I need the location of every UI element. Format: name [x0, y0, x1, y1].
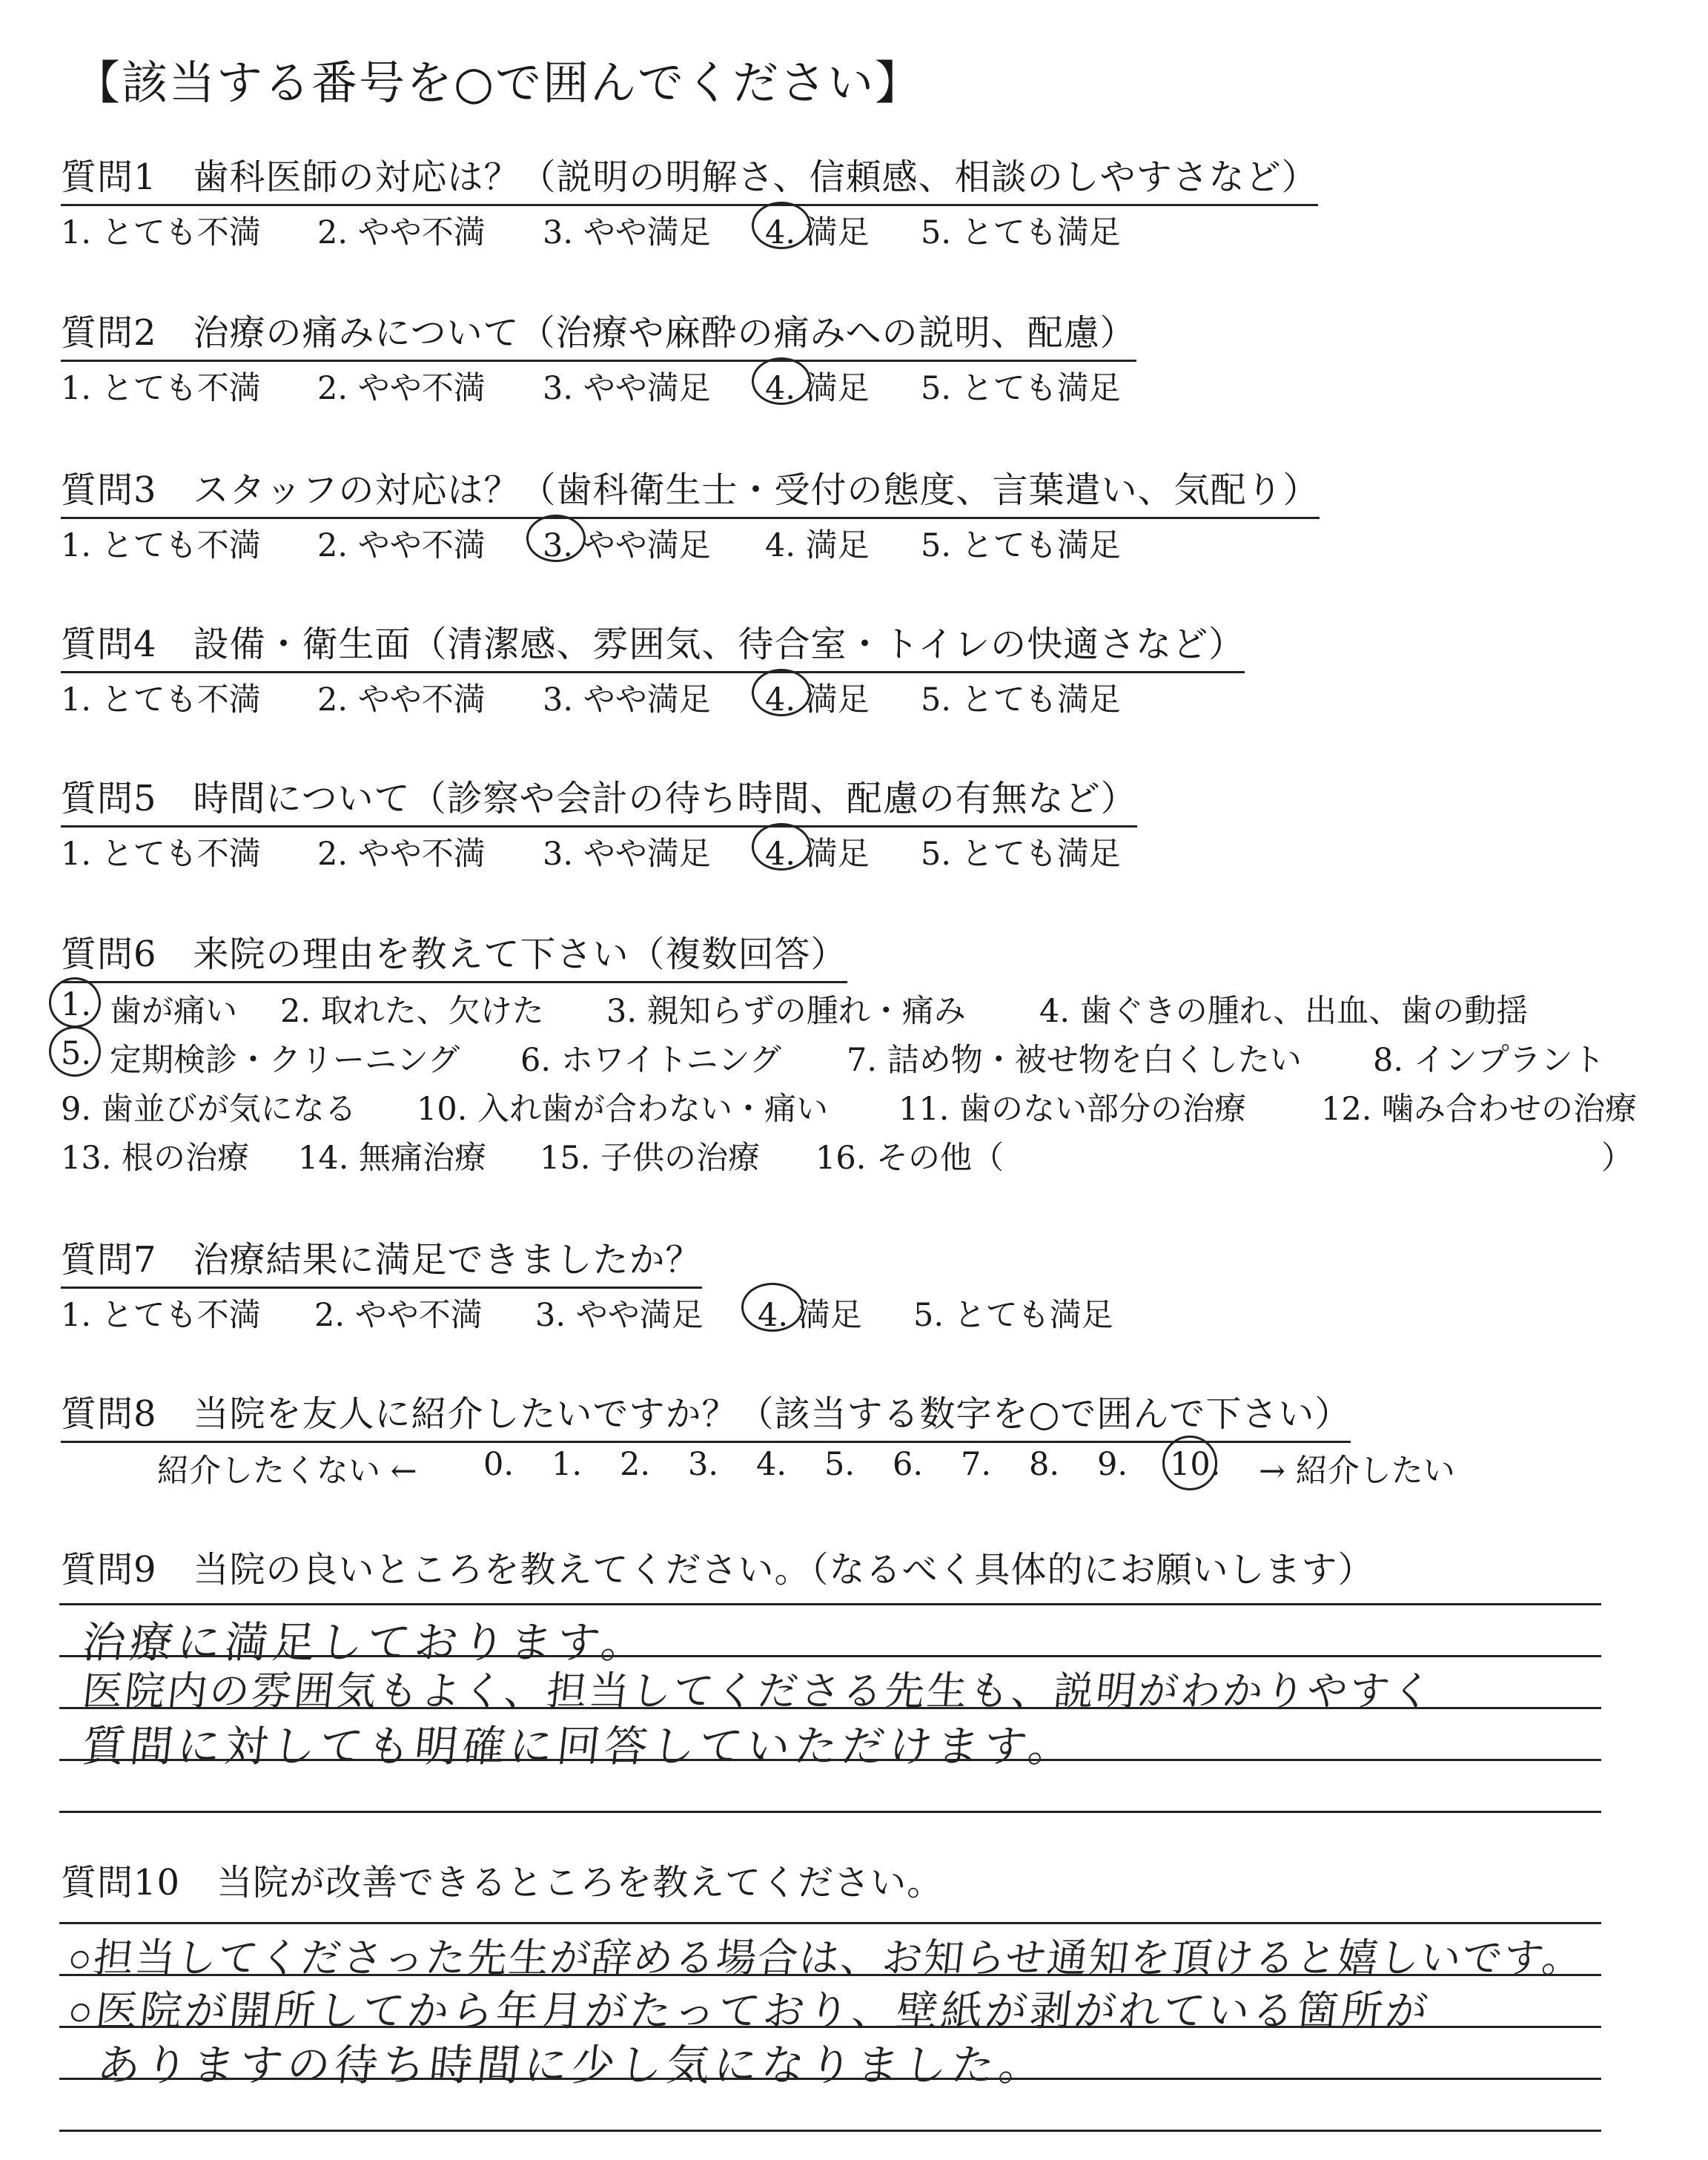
q6-option-10[interactable]: 10. 入れ歯が合わない・痛い [417, 1091, 829, 1128]
q4-option-2[interactable]: 2. やや不満 [317, 681, 486, 719]
q1-option-1[interactable]: 1. とても不満 [61, 214, 261, 251]
q1-option-5[interactable]: 5. とても満足 [921, 214, 1121, 251]
q2-option-1[interactable]: 1. とても不満 [61, 370, 261, 407]
q6-option-8[interactable]: 8. インプラント [1373, 1042, 1605, 1079]
q9-handwritten-line-2: 医院内の雰囲気もよく、担当してくださる先生も、説明がわかりやすく [80, 1668, 1437, 1714]
q4-selection-circle [752, 669, 811, 716]
q6-option-14[interactable]: 14. 無痛治療 [298, 1140, 487, 1177]
q8-number-8[interactable]: 8. [1029, 1446, 1060, 1483]
q6-option-3[interactable]: 3. 親知らずの腫れ・痛み [606, 993, 966, 1030]
q9-answer-line-1 [59, 1603, 1601, 1605]
q9-handwritten-line-1: 治療に満足しております。 [79, 1617, 652, 1668]
q6-option-5-circle [49, 1026, 101, 1077]
q8-number-10[interactable]: 10. [1170, 1446, 1221, 1483]
question-8-heading: 質問8 当院を友人に紹介したいですか？（該当する数字を○で囲んで下さい） [61, 1385, 1351, 1443]
question-3-heading: 質問3 スタッフの対応は？（歯科衛生士・受付の態度、言葉遣い、気配り） [61, 461, 1320, 519]
q1-option-3[interactable]: 3. やや満足 [543, 214, 711, 251]
q7-option-4[interactable]: 4. 満足 [758, 1297, 862, 1334]
q7-option-1[interactable]: 1. とても不満 [61, 1297, 261, 1334]
q8-number-3[interactable]: 3. [688, 1446, 719, 1483]
q8-number-2[interactable]: 2. [620, 1446, 651, 1483]
q8-number-0[interactable]: 0. [483, 1446, 514, 1483]
question-7-heading: 質問7 治療結果に満足できましたか？ [61, 1231, 702, 1289]
q6-option-1-label[interactable]: 歯が痛い [110, 993, 237, 1030]
q10-answer-line-5 [59, 2130, 1601, 2132]
q2-option-5[interactable]: 5. とても満足 [921, 370, 1121, 407]
q2-option-2[interactable]: 2. やや不満 [317, 370, 486, 407]
q6-option-5-label[interactable]: 定期検診・クリーニング [110, 1042, 460, 1079]
q9-handwritten-line-3: 質問に対しても明確に回答していただけます。 [79, 1721, 1079, 1771]
q6-option-7[interactable]: 7. 詰め物・被せ物を白くしたい [847, 1042, 1302, 1079]
q8-number-1[interactable]: 1. [552, 1446, 583, 1483]
page-title: 【該当する番号を○で囲んでください】 [74, 56, 923, 110]
q1-option-2[interactable]: 2. やや不満 [317, 214, 486, 251]
q10-handwritten-line-1: ○担当してくださった先生が辞める場合は、お知らせ通知を頂けると嬉しいです。 [65, 1935, 1586, 1981]
q6-option-16-close: ） [1601, 1140, 1633, 1177]
q7-selection-circle [741, 1283, 804, 1332]
question-10-heading: 質問10 当院が改善できるところを教えてください。 [61, 1862, 944, 1903]
q5-option-5[interactable]: 5. とても満足 [921, 836, 1121, 873]
q4-option-3[interactable]: 3. やや満足 [543, 681, 711, 719]
q3-option-3[interactable]: 3. やや満足 [543, 527, 711, 564]
q5-option-4[interactable]: 4. 満足 [765, 836, 870, 873]
question-9-heading: 質問9 当院の良いところを教えてください。（なるべく具体的にお願いします） [61, 1549, 1374, 1591]
q6-option-1-number[interactable]: 1. [61, 986, 92, 1023]
q7-option-3[interactable]: 3. やや満足 [535, 1297, 704, 1334]
q6-option-15[interactable]: 15. 子供の治療 [540, 1140, 761, 1177]
q6-option-16[interactable]: 16. その他（ [815, 1140, 1004, 1177]
q3-option-2[interactable]: 2. やや不満 [317, 527, 486, 564]
q6-option-5-number[interactable]: 5. [61, 1035, 92, 1072]
q4-option-1[interactable]: 1. とても不満 [61, 681, 261, 719]
q6-option-9[interactable]: 9. 歯並びが気になる [61, 1091, 357, 1128]
q8-left-label: 紹介したくない ← [157, 1453, 417, 1490]
q8-number-4[interactable]: 4. [756, 1446, 787, 1483]
q5-selection-circle [752, 823, 811, 871]
q6-option-13[interactable]: 13. 根の治療 [61, 1140, 250, 1177]
q4-option-5[interactable]: 5. とても満足 [921, 681, 1121, 719]
q5-option-1[interactable]: 1. とても不満 [61, 836, 261, 873]
q5-option-3[interactable]: 3. やや満足 [543, 836, 711, 873]
q6-option-11[interactable]: 11. 歯のない部分の治療 [898, 1091, 1247, 1128]
q10-handwritten-line-3: ありますの待ち時間に少し気になりました。 [94, 2040, 1050, 2090]
q1-option-4[interactable]: 4. 満足 [765, 214, 870, 251]
q8-number-9[interactable]: 9. [1097, 1446, 1128, 1483]
q2-option-3[interactable]: 3. やや満足 [543, 370, 711, 407]
q10-answer-line-1 [59, 1922, 1601, 1924]
q7-option-5[interactable]: 5. とても満足 [913, 1297, 1113, 1334]
q8-selection-circle [1162, 1436, 1217, 1490]
q8-right-label: → 紹介したい [1259, 1453, 1455, 1490]
q3-selection-circle [526, 515, 586, 562]
question-1-heading: 質問1 歯科医師の対応は？（説明の明解さ、信頼感、相談のしやすさなど） [61, 148, 1318, 206]
q8-number-6[interactable]: 6. [893, 1446, 924, 1483]
q6-option-4[interactable]: 4. 歯ぐきの腫れ、出血、歯の動揺 [1039, 993, 1529, 1030]
q2-option-4[interactable]: 4. 満足 [765, 370, 870, 407]
q8-number-5[interactable]: 5. [824, 1446, 855, 1483]
question-4-heading: 質問4 設備・衛生面（清潔感、雰囲気、待合室・トイレの快適さなど） [61, 615, 1245, 673]
q3-option-5[interactable]: 5. とても満足 [921, 527, 1121, 564]
question-6-heading: 質問6 来院の理由を教えて下さい（複数回答） [61, 925, 847, 983]
q7-option-2[interactable]: 2. やや不満 [314, 1297, 483, 1334]
question-2-heading: 質問2 治療の痛みについて（治療や麻酔の痛みへの説明、配慮） [61, 304, 1136, 362]
question-5-heading: 質問5 時間について（診察や会計の待ち時間、配慮の有無など） [61, 770, 1137, 828]
q3-option-1[interactable]: 1. とても不満 [61, 527, 261, 564]
q6-option-2[interactable]: 2. 取れた、欠けた [280, 993, 544, 1030]
q6-option-12[interactable]: 12. 噛み合わせの治療 [1321, 1091, 1638, 1128]
q6-option-1-circle [49, 977, 101, 1028]
q6-option-6[interactable]: 6. ホワイトニング [520, 1042, 781, 1079]
q8-number-7[interactable]: 7. [961, 1446, 992, 1483]
q5-option-2[interactable]: 2. やや不満 [317, 836, 486, 873]
q10-handwritten-line-2: ○医院が開所してから年月がたっており、壁紙が剥がれている箇所が [65, 1987, 1433, 2035]
q3-option-4[interactable]: 4. 満足 [765, 527, 870, 564]
q1-selection-circle [752, 202, 811, 249]
q2-selection-circle [752, 357, 811, 405]
q9-answer-line-5 [59, 1811, 1601, 1813]
q4-option-4[interactable]: 4. 満足 [765, 681, 870, 719]
